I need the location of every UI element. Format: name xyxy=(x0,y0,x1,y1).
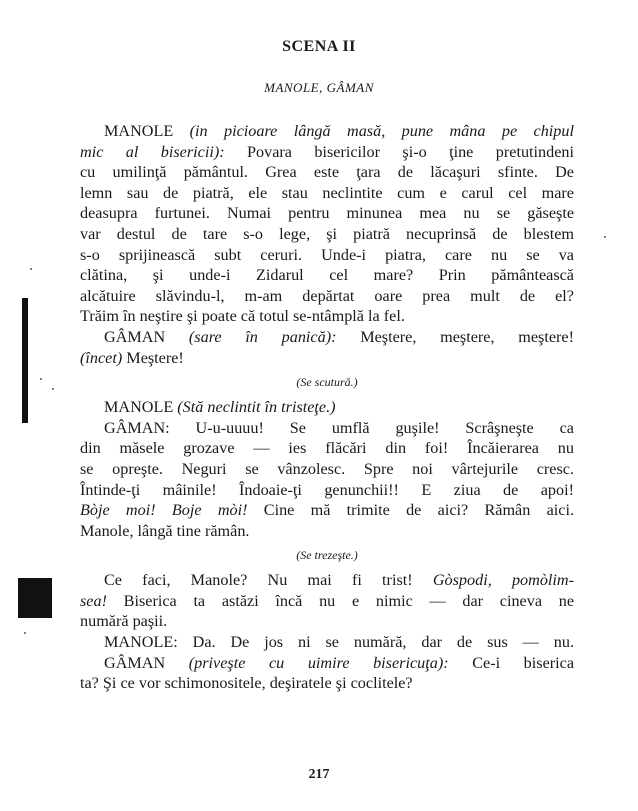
foreign-phrase: Gòspodi, pomòlim- xyxy=(432,571,574,590)
text-line xyxy=(80,142,574,163)
text-line: alcătuire slăvindu-l, m-am depărtat oare prea mult de el? xyxy=(80,286,574,305)
text-line xyxy=(80,500,574,521)
text-line: GÂMAN: U-u-uuuu! Se umflă guşile! Scrâşneşte ca xyxy=(104,418,574,437)
play-text xyxy=(80,121,574,694)
text-line: lemn sau de piatră, ele stau neclintite cum e carul cel mare xyxy=(80,183,574,202)
dialogue-text: Povara bisericilor şi-o ţine pretutindeni xyxy=(224,142,574,161)
text-line xyxy=(80,653,574,674)
text-line: ta? Şi ce vor schimonositele, deşiratele şi coclitele? xyxy=(80,674,413,693)
scene-characters: MANOLE, GÂMAN xyxy=(264,80,374,95)
text-line xyxy=(80,121,574,142)
speaker-name: MANOLE xyxy=(104,122,190,140)
dialogue-text: Ce-i biserica xyxy=(448,653,575,672)
dialogue-text: Meştere, meştere, meştere! xyxy=(336,327,574,346)
text-line: Manole, lângă tine rămân. xyxy=(80,521,250,540)
text-line xyxy=(80,327,574,348)
text-line: s-o sprijinească subt ceruri. Unde-i piatra, care nu se va xyxy=(80,245,574,264)
scan-speck xyxy=(604,236,606,238)
stage-direction: (in picioare lângă masă, pune mâna pe chipul xyxy=(189,122,574,140)
stage-direction: (priveşte cu uimire bisericuţa): xyxy=(188,653,449,672)
scene-title: SCENA II xyxy=(282,38,356,55)
scan-speck xyxy=(52,388,54,390)
dialogue-text: Meştere! xyxy=(122,348,184,367)
stage-direction-centered: (Se trezeşte.) xyxy=(296,548,358,563)
text-line: Trăim în neştire şi poate că totul se-ntâmplă la fel. xyxy=(80,307,405,326)
text-line: MANOLE: Da. De jos ni se numără, dar de sus — nu. xyxy=(104,633,574,652)
text-line: se opreşte. Neguri se vânzolesc. Spre noi vârtejurile cresc. xyxy=(80,459,574,478)
text-line xyxy=(80,591,574,612)
stage-direction: (Stă neclintit în tristeţe.) xyxy=(177,398,336,417)
foreign-phrase: sea! xyxy=(80,591,107,610)
stage-direction-centered: (Se scutură.) xyxy=(296,375,358,390)
speaker-name: GÂMAN xyxy=(104,327,189,346)
text-line: cu umilinţă pământul. Grea este ţara de lăcaşuri sfinte. De xyxy=(80,163,574,182)
text-line: clătina, şi unde-i Zidarul cel mare? Prin pământească xyxy=(80,266,574,285)
speaker-name: MANOLE xyxy=(104,398,178,417)
dialogue-text: Cine mă trimite de aici? Rămân aici. xyxy=(247,501,574,520)
stage-direction: mic al bisericii): xyxy=(80,142,225,161)
scan-margin-bar xyxy=(22,298,28,423)
page-number: 217 xyxy=(308,767,330,782)
text-line xyxy=(80,348,574,369)
scan-margin-block xyxy=(18,578,52,618)
foreign-phrase: Bòje moi! Boje mòi! xyxy=(80,501,248,520)
text-line: var destul de tare s-o lege, şi piatră necuprinsă de blestem xyxy=(80,224,574,243)
text-line xyxy=(80,397,574,418)
text-line: numără paşii. xyxy=(80,612,168,631)
text-line xyxy=(80,570,574,591)
dialogue-text: Biserica ta astăzi încă nu e nimic — dar cineva ne xyxy=(106,591,574,610)
speaker-name: GÂMAN xyxy=(104,653,189,672)
scan-speck xyxy=(40,378,42,380)
text-line: din măsele grozave — ies flăcări din foi! Încăierarea nu xyxy=(80,439,574,458)
text-line: Întinde-ţi mâinile! Îndoaie-ţi genunchii!! E ziua de apoi! xyxy=(80,480,574,499)
text-line: deasupra furtunei. Numai pentru minunea mea nu se găseşte xyxy=(80,204,574,223)
scan-speck xyxy=(30,268,32,270)
scan-speck xyxy=(24,632,26,634)
dialogue-text: Ce faci, Manole? Nu mai fi trist! xyxy=(104,571,433,590)
stage-direction: (sare în panică): xyxy=(188,327,337,346)
stage-direction: (încet) xyxy=(80,348,123,367)
